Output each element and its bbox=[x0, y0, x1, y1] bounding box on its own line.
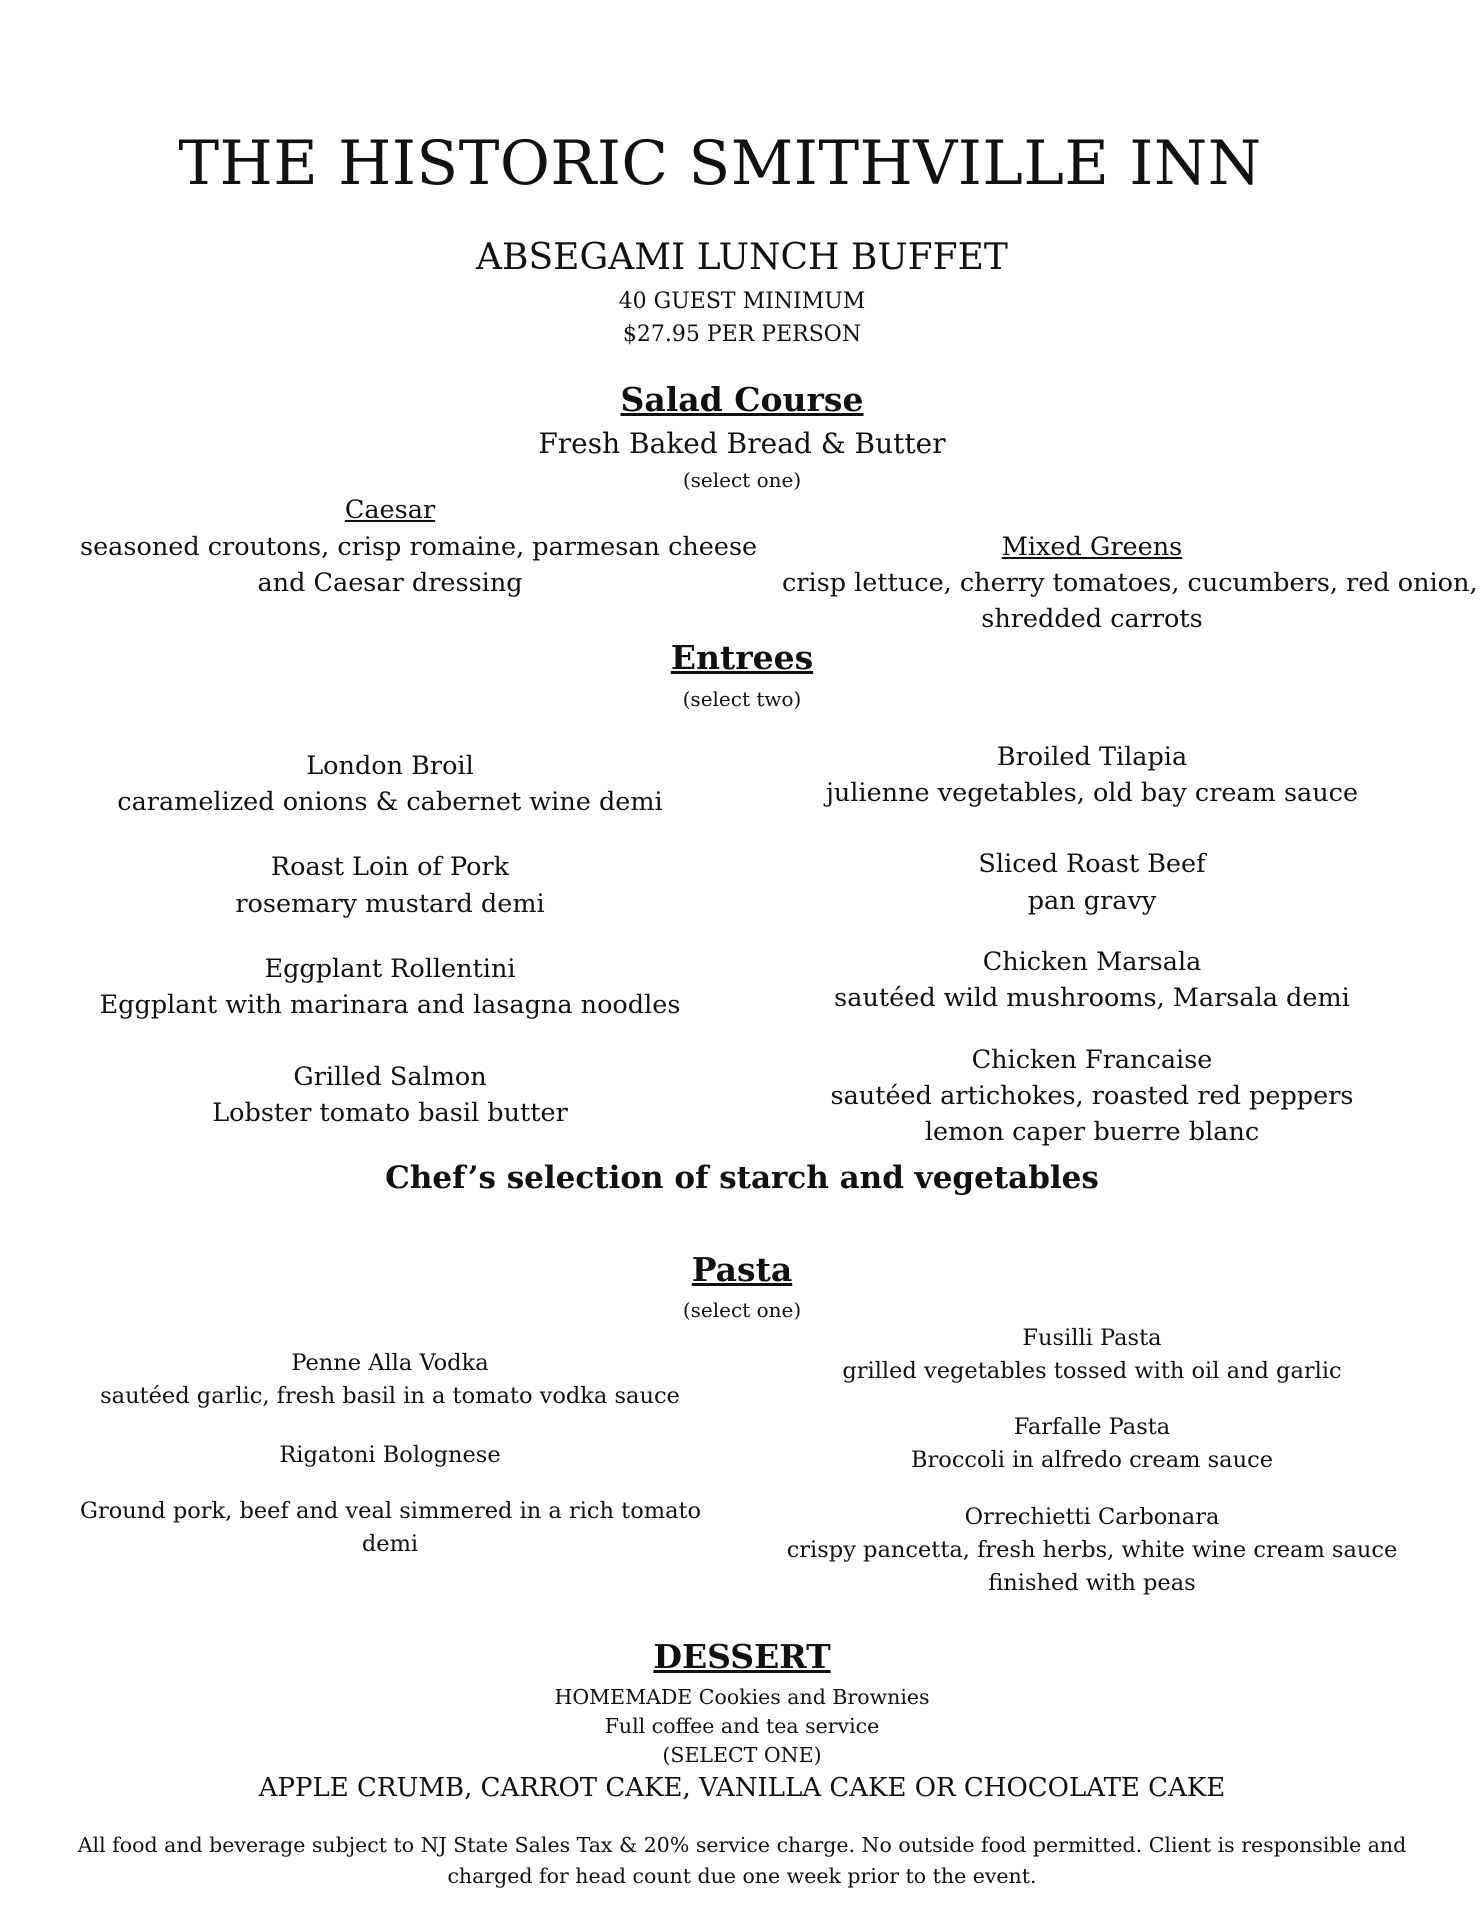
salad-mixed-greens-desc: shredded carrots bbox=[981, 604, 1203, 634]
entrees-heading: Entrees bbox=[670, 638, 814, 677]
entree-desc: julienne vegetables, old bay cream sauce bbox=[825, 778, 1359, 808]
dessert-options: APPLE CRUMB, CARROT CAKE, VANILLA CAKE OR CHOCOLATE CAKE bbox=[258, 1773, 1226, 1803]
pasta-name: Rigatoni Bolognese bbox=[279, 1442, 501, 1468]
entree-desc: rosemary mustard demi bbox=[235, 889, 545, 919]
entree-desc: Lobster tomato basil butter bbox=[212, 1098, 568, 1128]
page-title: THE HISTORIC SMITHVILLE INN bbox=[178, 128, 1262, 199]
salad-mixed-greens-desc: crisp lettuce, cherry tomatoes, cucumbers, red onion, bbox=[782, 568, 1478, 598]
price-per-person: $27.95 PER PERSON bbox=[622, 322, 862, 347]
entrees-select-note: (select two) bbox=[682, 687, 802, 711]
entree-name: Broiled Tilapia bbox=[996, 742, 1188, 772]
entree-name: Roast Loin of Pork bbox=[270, 852, 510, 882]
salad-heading: Salad Course bbox=[620, 380, 864, 419]
pasta-name: Penne Alla Vodka bbox=[291, 1350, 489, 1376]
guest-minimum: 40 GUEST MINIMUM bbox=[618, 289, 866, 314]
salad-mixed-greens-name: Mixed Greens bbox=[1001, 532, 1183, 562]
pasta-desc: finished with peas bbox=[988, 1570, 1196, 1596]
entree-desc: lemon caper buerre blanc bbox=[924, 1117, 1260, 1147]
chef-selection-note: Chef’s selection of starch and vegetables bbox=[385, 1160, 1099, 1196]
salad-caesar-desc: and Caesar dressing bbox=[257, 568, 523, 598]
menu-subtitle: ABSEGAMI LUNCH BUFFET bbox=[476, 237, 1008, 278]
pasta-desc: Ground pork, beef and veal simmered in a rich tomato bbox=[80, 1498, 702, 1524]
pasta-name: Farfalle Pasta bbox=[1013, 1414, 1171, 1440]
pasta-name: Orrechietti Carbonara bbox=[964, 1504, 1220, 1530]
salad-caesar-name: Caesar bbox=[344, 495, 436, 525]
entree-name: London Broil bbox=[306, 751, 474, 781]
entree-name: Chicken Marsala bbox=[982, 947, 1202, 977]
pasta-select-note: (select one) bbox=[682, 1298, 802, 1322]
pasta-desc: sautéed garlic, fresh basil in a tomato vodka sauce bbox=[100, 1383, 680, 1409]
entree-name: Sliced Roast Beef bbox=[978, 849, 1206, 879]
dessert-line: HOMEMADE Cookies and Brownies bbox=[554, 1685, 930, 1709]
entree-desc: sautéed wild mushrooms, Marsala demi bbox=[834, 983, 1350, 1013]
pasta-desc: crispy pancetta, fresh herbs, white wine cream sauce bbox=[786, 1537, 1398, 1563]
pasta-desc: demi bbox=[361, 1531, 419, 1557]
dessert-line: Full coffee and tea service bbox=[604, 1714, 880, 1738]
dessert-heading: DESSERT bbox=[653, 1637, 831, 1676]
entree-desc: sautéed artichokes, roasted red peppers bbox=[830, 1081, 1354, 1111]
footer-note: All food and beverage subject to NJ State Sales Tax & 20% service charge. No outside food permitted. Client is responsible and charged for head count due one week prior to the event. bbox=[77, 1833, 1407, 1888]
entree-name: Grilled Salmon bbox=[293, 1062, 487, 1092]
salad-select-note: (select one) bbox=[682, 468, 802, 492]
entree-desc: pan gravy bbox=[1027, 886, 1157, 916]
entree-desc: Eggplant with marinara and lasagna noodles bbox=[99, 990, 681, 1020]
pasta-name: Fusilli Pasta bbox=[1022, 1325, 1162, 1351]
entree-name: Eggplant Rollentini bbox=[264, 954, 516, 984]
dessert-select-note: (SELECT ONE) bbox=[662, 1743, 822, 1767]
bread-line: Fresh Baked Bread & Butter bbox=[538, 427, 946, 460]
pasta-heading: Pasta bbox=[691, 1250, 793, 1289]
entree-name: Chicken Francaise bbox=[971, 1045, 1213, 1075]
pasta-desc: Broccoli in alfredo cream sauce bbox=[910, 1447, 1274, 1473]
pasta-desc: grilled vegetables tossed with oil and garlic bbox=[842, 1358, 1342, 1384]
entree-desc: caramelized onions & cabernet wine demi bbox=[117, 787, 663, 817]
salad-caesar-desc: seasoned croutons, crisp romaine, parmesan cheese bbox=[80, 532, 758, 562]
